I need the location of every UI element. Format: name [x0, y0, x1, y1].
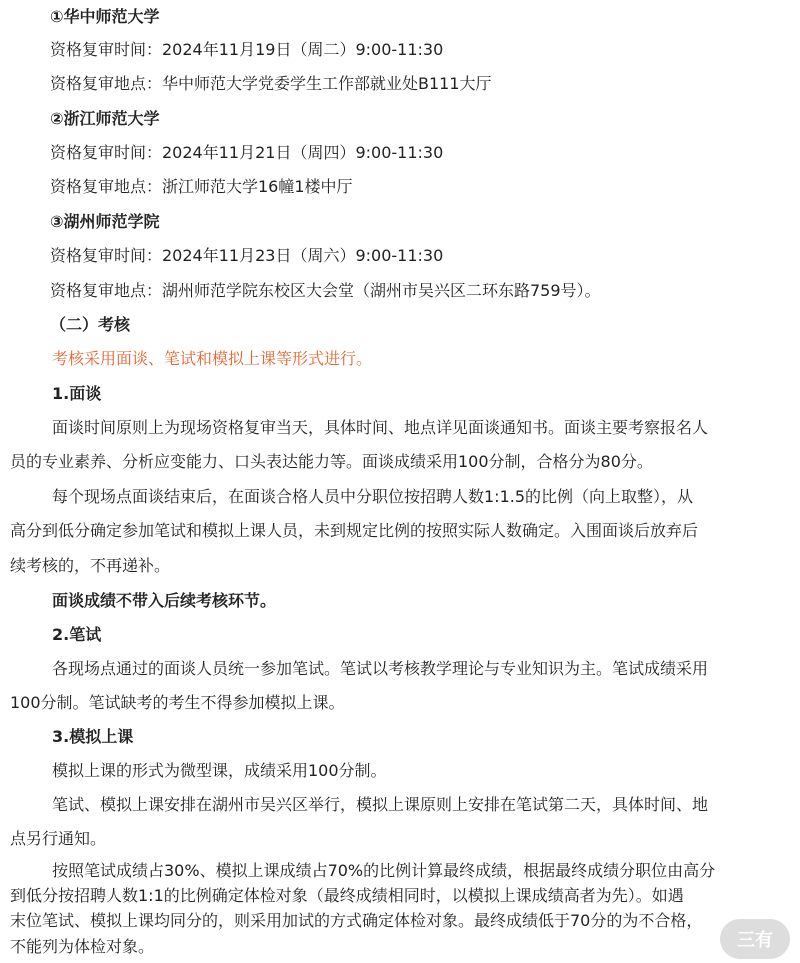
subheading-mock-lesson: 3.模拟上课 [52, 727, 134, 746]
written-test-line-2: 100分制。笔试缺考的考生不得参加模拟上课。 [10, 693, 345, 712]
interview-para-2-line-3: 续考核的，不再递补。 [10, 556, 171, 575]
university-heading-1: ①华中师范大学 [50, 7, 160, 26]
final-score-line-2: 到低分按招聘人数1:1的比例确定体检对象（最终成绩相同时，以模拟上课成绩高者为先）。如遇 [10, 886, 684, 905]
subheading-written-test: 2.笔试 [52, 625, 102, 644]
university-heading-2: ②浙江师范大学 [50, 109, 160, 128]
interview-para-2-line-1: 每个现场点面谈结束后，在面谈合格人员中分职位按招聘人数1:1.5的比例（向上取整），从 [52, 487, 694, 506]
interview-para-2-line-2: 高分到低分确定参加笔试和模拟上课人员，未到规定比例的按照实际人数确定。入围面谈后放弃后 [10, 521, 699, 540]
final-score-line-4: 不能列为体检对象。 [10, 937, 155, 956]
interview-para-1-line-2: 员的专业素养、分析应变能力、口头表达能力等。面谈成绩采用100分制，合格分为80分。 [10, 452, 653, 471]
review-time-3: 资格复审时间：2024年11月23日（周六）9:00-11:30 [50, 246, 444, 265]
review-time-2: 资格复审时间：2024年11月21日（周四）9:00-11:30 [50, 143, 444, 162]
subheading-interview: 1.面谈 [52, 384, 102, 403]
mock-lesson-para-2-line-1: 笔试、模拟上课安排在湖州市吴兴区举行，模拟上课原则上安排在笔试第二天，具体时间、地 [52, 795, 709, 814]
mock-lesson-line-1: 模拟上课的形式为微型课，成绩采用100分制。 [52, 761, 387, 780]
review-time-1: 资格复审时间：2024年11月19日（周二）9:00-11:30 [50, 40, 444, 59]
assessment-intro: 考核采用面谈、笔试和模拟上课等形式进行。 [52, 349, 373, 368]
interview-note: 面谈成绩不带入后续考核环节。 [52, 591, 277, 610]
interview-para-1-line-1: 面谈时间原则上为现场资格复审当天，具体时间、地点详见面谈通知书。面谈主要考察报名人 [52, 418, 709, 437]
section-heading-assessment: （二）考核 [50, 315, 131, 334]
review-location-1: 资格复审地点：华中师范大学党委学生工作部就业处B111大厅 [50, 74, 492, 93]
university-heading-3: ③湖州师范学院 [50, 212, 160, 231]
review-location-3: 资格复审地点：湖州师范学院东校区大会堂（湖州市吴兴区二环东路759号）。 [50, 281, 601, 300]
final-score-line-3: 末位笔试、模拟上课均同分的，则采用加试的方式确定体检对象。最终成绩低于70分的为不合格， [10, 911, 703, 930]
mock-lesson-para-2-line-2: 点另行通知。 [10, 829, 107, 848]
watermark-logo: 三有 [720, 919, 790, 959]
written-test-line-1: 各现场点通过的面谈人员统一参加笔试。笔试以考核教学理论与专业知识为主。笔试成绩采用 [52, 659, 709, 678]
review-location-2: 资格复审地点：浙江师范大学16幢1楼中厅 [50, 177, 353, 196]
final-score-line-1: 按照笔试成绩占30%、模拟上课成绩占70%的比例计算最终成绩，根据最终成绩分职位由高分 [52, 861, 716, 880]
